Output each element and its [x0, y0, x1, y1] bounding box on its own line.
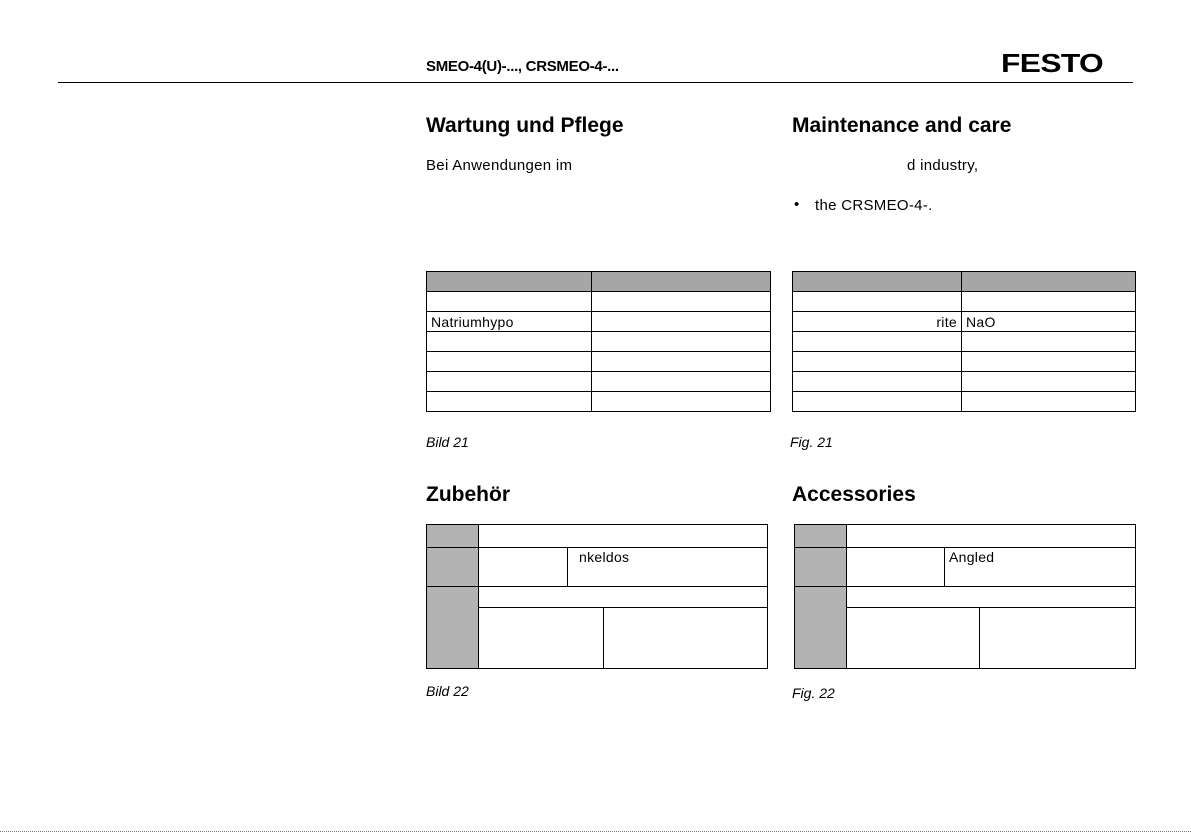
bullet-icon: •	[794, 196, 800, 213]
table-cell	[592, 292, 771, 312]
table-row	[427, 332, 771, 352]
table-cell	[427, 372, 592, 392]
table-cell: rite	[793, 312, 962, 332]
table-divider	[795, 547, 1135, 548]
table-cell	[793, 292, 962, 312]
table-row	[427, 392, 771, 412]
page-header-title: SMEO-4(U)-..., CRSMEO-4-...	[426, 58, 619, 75]
table-cell	[793, 352, 962, 372]
table-cell	[427, 272, 592, 292]
table-cell: Natriumhypo	[427, 312, 592, 332]
de-maintenance-heading: Wartung und Pflege	[426, 114, 624, 137]
table-divider	[944, 547, 945, 586]
table-divider	[427, 586, 767, 587]
table-header-row	[793, 272, 1136, 292]
de-intro-text: Bei Anwendungen im	[426, 157, 573, 174]
table-divider	[795, 586, 1135, 587]
header-divider	[58, 82, 1133, 83]
table-cell	[793, 372, 962, 392]
table-cell	[427, 292, 592, 312]
table-cell	[793, 272, 962, 292]
table-divider	[846, 607, 1135, 608]
table-divider	[979, 607, 980, 668]
en-bullet-text: the CRSMEO-4-.	[815, 197, 933, 214]
en-cleaning-agents-table	[792, 271, 1136, 412]
en-accessories-heading: Accessories	[792, 483, 916, 506]
table-row	[793, 352, 1136, 372]
table-row	[793, 292, 1136, 312]
table-row	[793, 332, 1136, 352]
en-figure-22-caption: Fig. 22	[792, 685, 835, 701]
table-cell	[962, 332, 1136, 352]
de-accessories-table	[426, 524, 768, 669]
en-maintenance-heading: Maintenance and care	[792, 114, 1012, 137]
table-cell	[962, 272, 1136, 292]
table-row	[793, 392, 1136, 412]
accessory-description: Angled	[949, 549, 995, 565]
table-row	[427, 292, 771, 312]
table-cell	[592, 392, 771, 412]
en-intro-text: d industry,	[907, 157, 979, 174]
table-cell	[592, 272, 771, 292]
table-cell	[793, 332, 962, 352]
table-cell	[962, 292, 1136, 312]
accessory-description: nkeldos	[579, 549, 630, 565]
en-accessories-table	[794, 524, 1136, 669]
table-row	[793, 372, 1136, 392]
table-row	[427, 352, 771, 372]
table-divider	[478, 607, 767, 608]
de-figure-22-caption: Bild 22	[426, 683, 469, 699]
table-cell	[592, 332, 771, 352]
table-cell	[962, 392, 1136, 412]
de-accessories-heading: Zubehör	[426, 483, 510, 506]
festo-logo: FESTO	[1001, 48, 1104, 78]
table-divider	[427, 547, 767, 548]
page-bottom-border	[0, 831, 1191, 832]
table-row	[427, 372, 771, 392]
table-cell	[962, 352, 1136, 372]
de-figure-21-caption: Bild 21	[426, 434, 469, 450]
table-cell	[592, 352, 771, 372]
table-cell	[793, 392, 962, 412]
table-cell	[592, 312, 771, 332]
table-cell	[427, 392, 592, 412]
de-cleaning-agents-table	[426, 271, 771, 412]
table-cell	[592, 372, 771, 392]
table-row	[793, 312, 1136, 332]
table-cell	[427, 352, 592, 372]
table-cell: NaO	[962, 312, 1136, 332]
table-cell	[962, 372, 1136, 392]
en-figure-21-caption: Fig. 21	[790, 434, 833, 450]
table-cell	[427, 332, 592, 352]
table-row	[427, 312, 771, 332]
table-header-row	[427, 272, 771, 292]
table-divider	[603, 607, 604, 668]
table-divider	[567, 547, 568, 586]
